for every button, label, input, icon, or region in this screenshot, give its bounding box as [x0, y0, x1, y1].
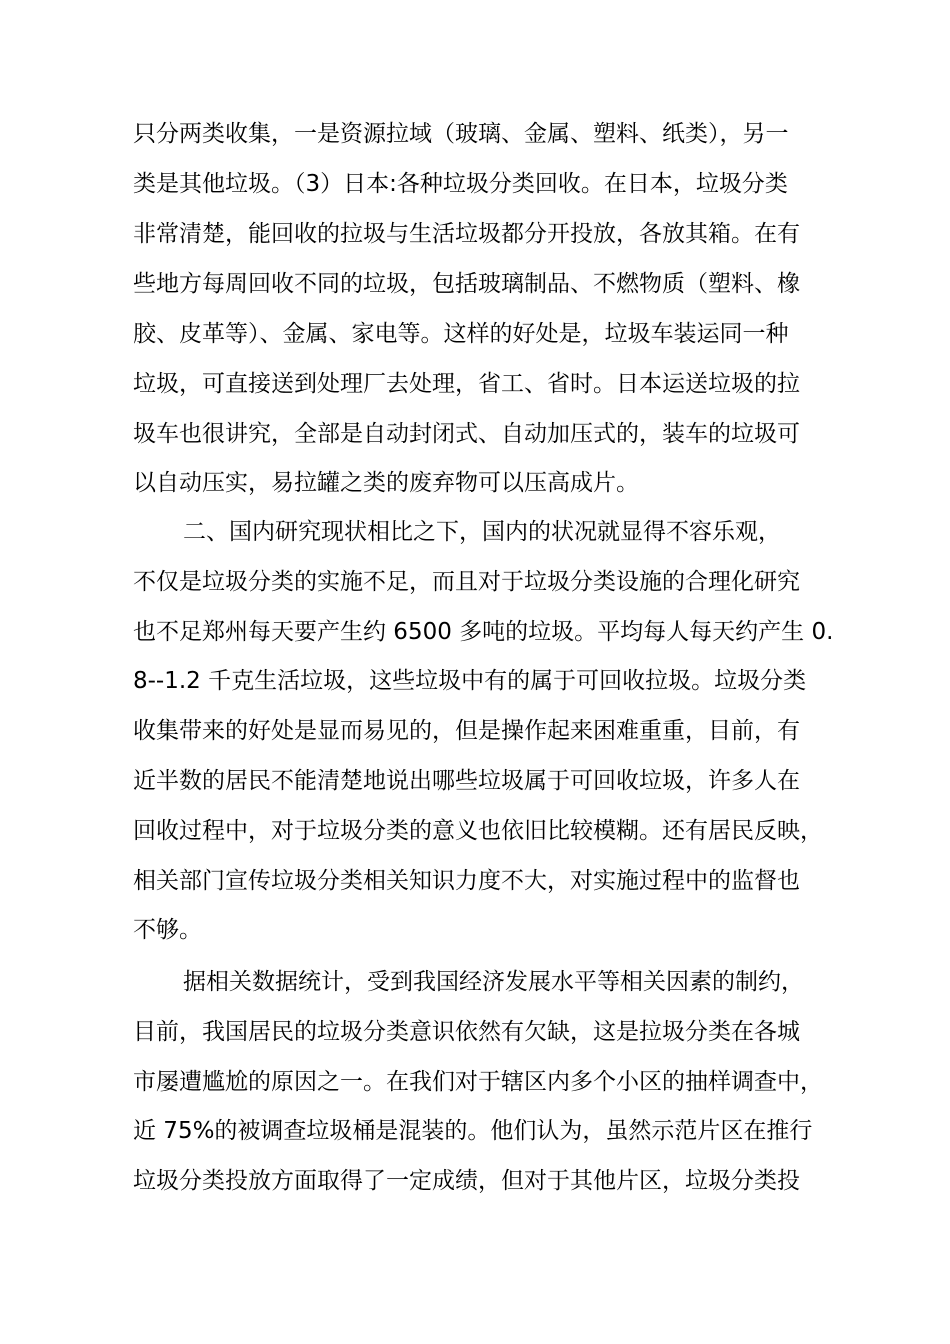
text-line: 8--1.2 千克生活垃圾，这些垃圾中有的属于可回收拉圾。垃圾分类 [133, 668, 807, 694]
text-line: 回收过程中，对于垃圾分类的意义也依旧比较模糊。还有居民反映， [133, 818, 823, 844]
text-line: 不仅是垃圾分类的实施不足，而且对于垃圾分类设施的合理化研究 [133, 569, 800, 595]
text-line: 非常清楚，能回收的拉圾与生活垃圾都分开投放，各放其箱。在有 [133, 221, 800, 247]
text-line: 收集带来的好处是显而易见的，但是操作起来困难重重，目前，有 [133, 718, 800, 744]
text-line: 圾车也很讲究，全部是自动封闭式、自动加压式的，装车的垃圾可 [133, 421, 800, 447]
paragraph-heading: 二、国内研究现状相比之下，国内的状况就显得不容乐观， [183, 519, 781, 545]
text-line: 据相关数据统计，受到我国经济发展水平等相关因素的制约， [183, 969, 804, 995]
text-line: 相关部门宣传垃圾分类相关知识力度不大，对实施过程中的监督也 [133, 868, 800, 894]
text-line: 以自动压实，易拉罐之类的废弃物可以压高成片。 [133, 470, 639, 496]
text-line: 也不足郑州每天要产生约 6500 多吨的垃圾。平均每人每天约产生 0. [133, 619, 834, 645]
text-line: 目前，我国居民的垃圾分类意识依然有欠缺，这是拉圾分类在各城 [133, 1019, 800, 1045]
text-line: 只分两类收集，一是资源拉域（玻璃、金属、塑料、纸类），另一 [133, 121, 789, 147]
text-line: 不够。 [133, 917, 202, 943]
text-line: 胶、皮革等）、金属、家电等。这样的好处是，垃圾车装运同一种 [133, 321, 789, 347]
text-line: 些地方每周回收不同的垃圾，包括玻璃制品、不燃物质（塑料、橡 [133, 271, 800, 297]
text-line: 垃圾，可直接送到处理厂去处理，省工、省时。日本运送垃圾的拉 [133, 371, 800, 397]
text-line: 类是其他垃圾。（3）日本:各种垃圾分类回收。在日本，垃圾分类 [133, 171, 788, 197]
text-line: 近 75%的被调查垃圾桶是混装的。他们认为，虽然示范片区在推行 [133, 1118, 813, 1144]
text-line: 垃圾分类投放方面取得了一定成绩，但对于其他片区，垃圾分类投 [133, 1168, 800, 1194]
text-line: 近半数的居民不能清楚地说出哪些垃圾属于可回收垃圾，许多人在 [133, 768, 800, 794]
text-line: 市屡遭尴尬的原因之一。在我们对于辖区内多个小区的抽样调查中， [133, 1069, 823, 1095]
